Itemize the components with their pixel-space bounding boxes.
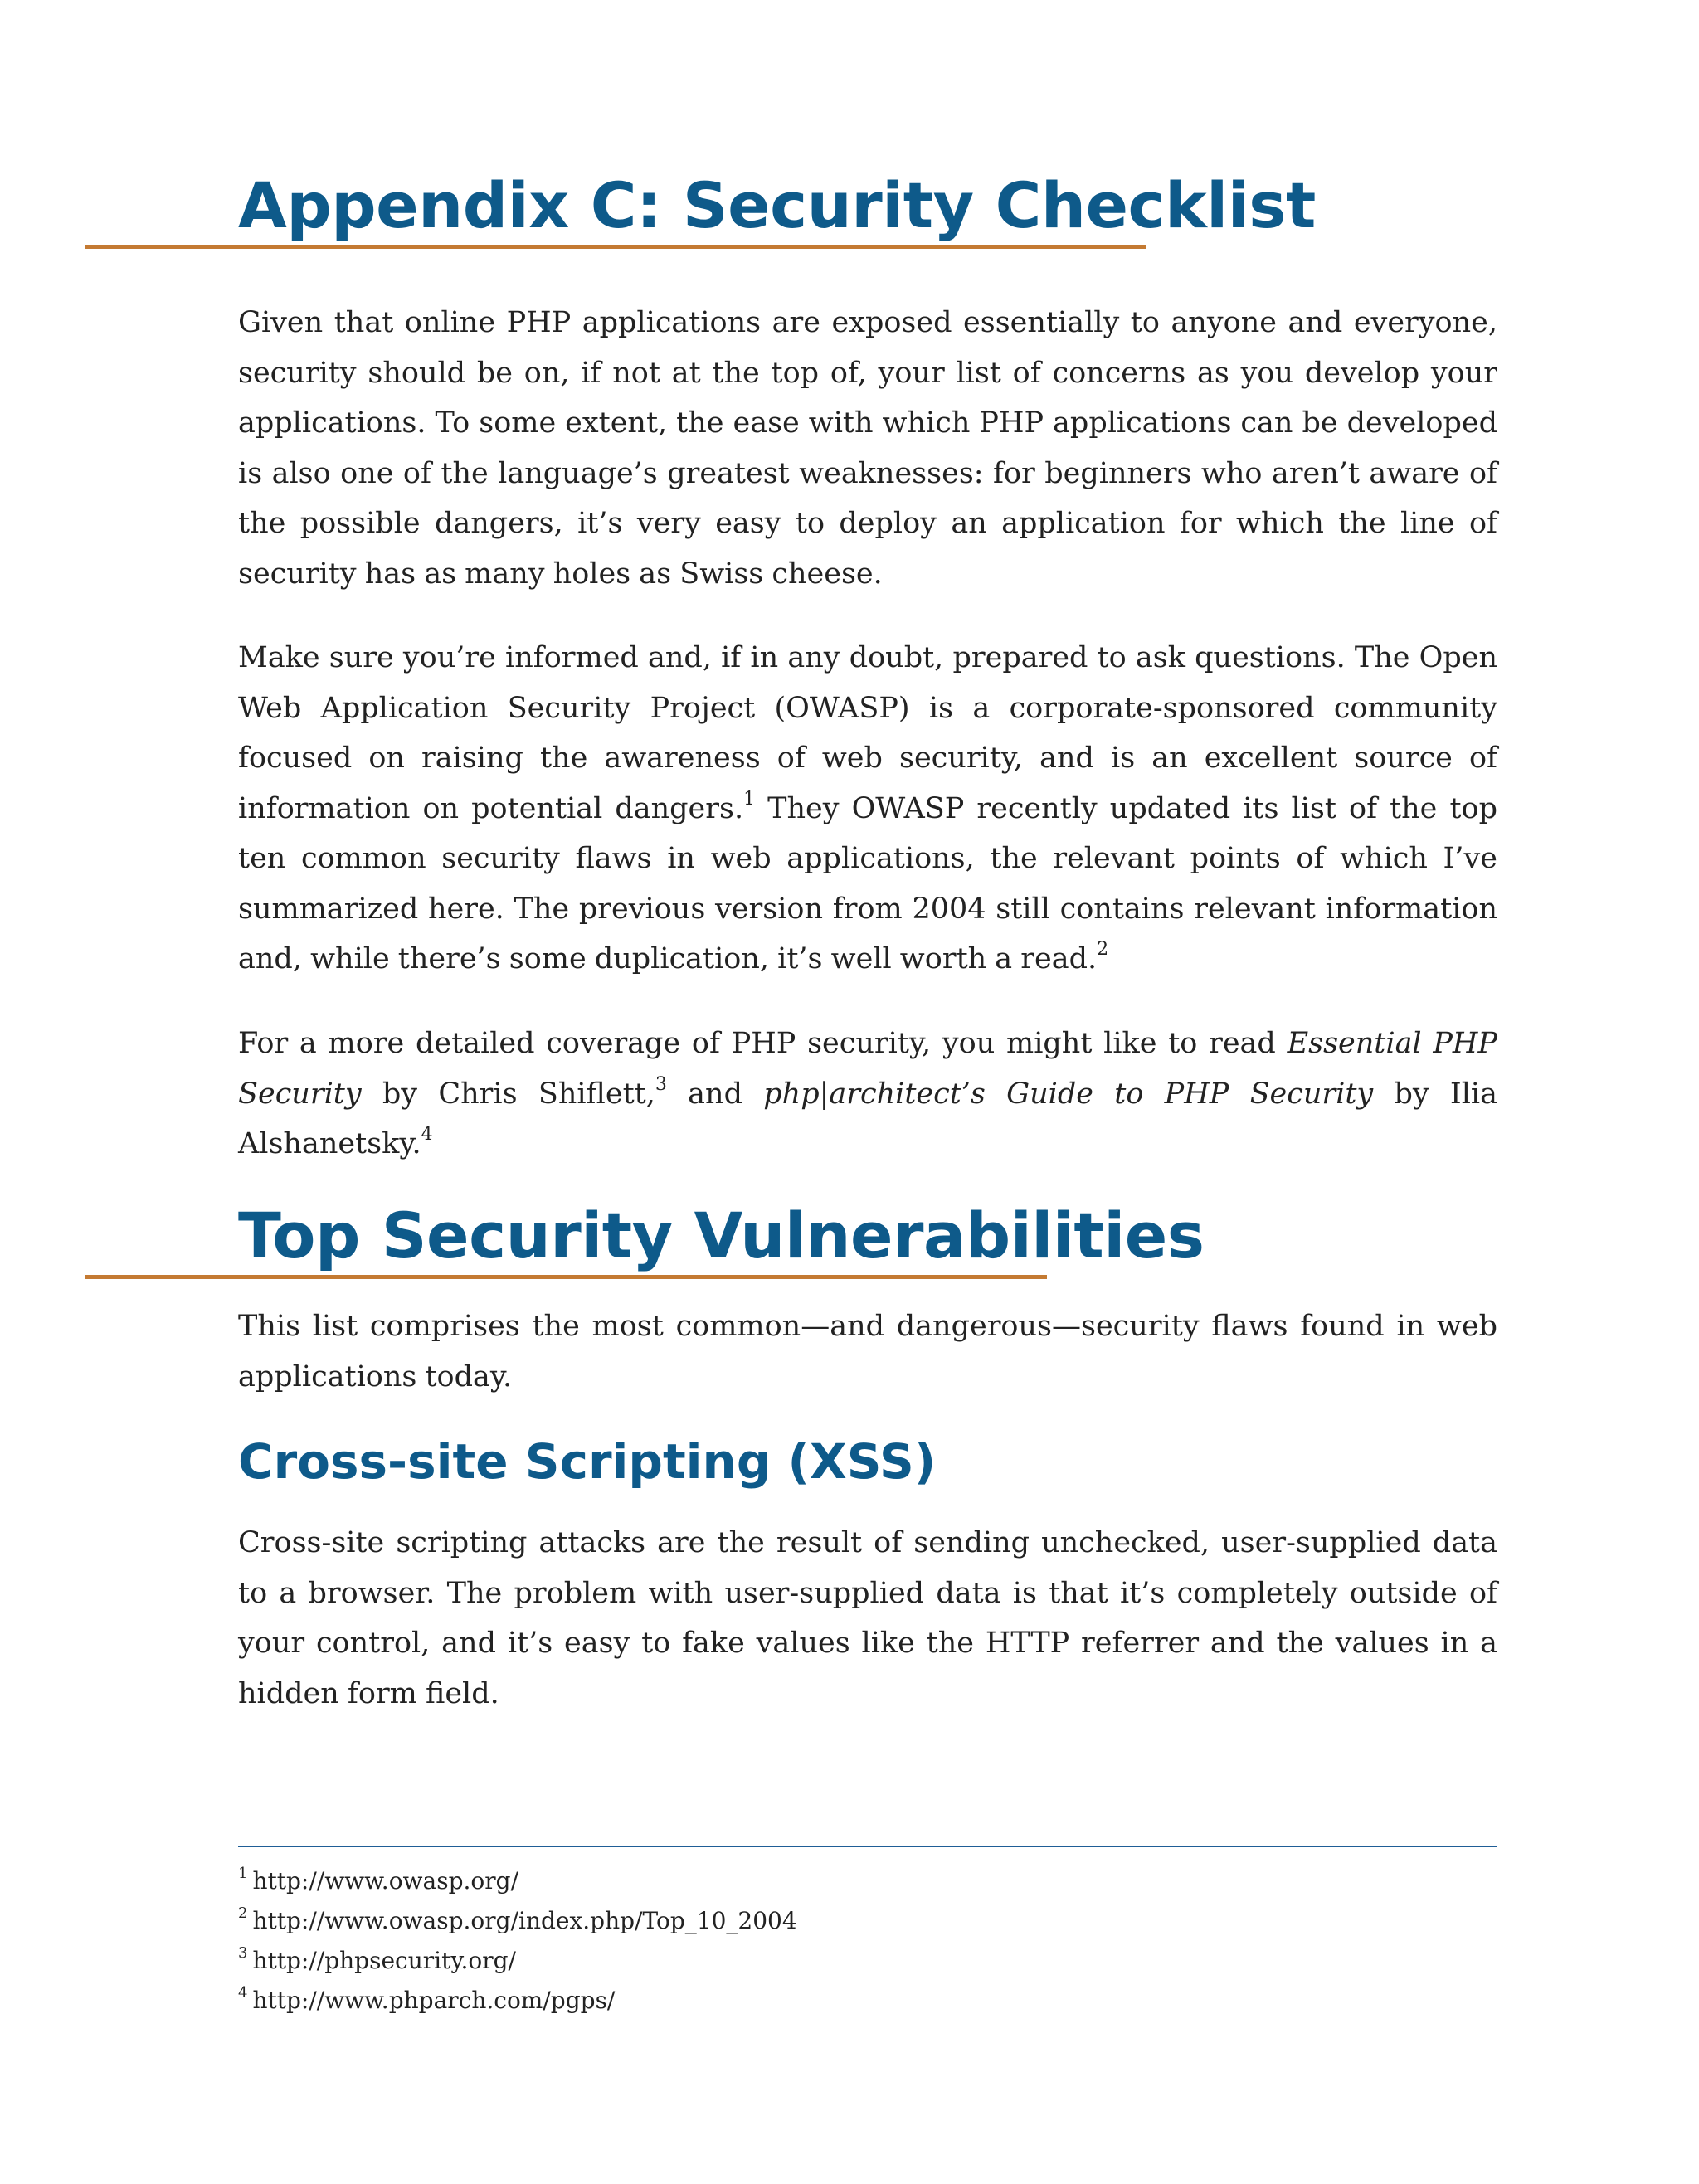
intro-paragraph-1: Given that online PHP applications are exposed essentially to anyone and everyone, security should be on, if not at the top of, your list of concerns as you develop your applications. To some extent, the ease with which PHP applications can be developed is also one of the language’s greatest weaknesses: for beginners who aren’t aware of the possible dangers, it’s very easy to deploy an application for which the line of security has as many holes as Swiss cheese. bbox=[238, 306, 1497, 591]
footnote-link[interactable]: http://phpsecurity.org/ bbox=[252, 1947, 516, 1974]
footnote-item bbox=[238, 1981, 1497, 2021]
footnote-divider bbox=[238, 1846, 1497, 1847]
footnotes bbox=[238, 1861, 1497, 2021]
intro-paragraph-3 bbox=[238, 1019, 1497, 1170]
book-title-essential-php-security: Essential PHP Security bbox=[238, 1027, 1497, 1111]
chapter-title: Appendix C: Security Checklist bbox=[238, 168, 1316, 242]
footnote-link[interactable]: http://www.phparch.com/pgps/ bbox=[252, 1987, 616, 2014]
paragraph-text: by Chris Shiflett, bbox=[361, 1077, 655, 1111]
footnote-number: 1 bbox=[238, 1865, 248, 1882]
footnote-ref-1[interactable]: 1 bbox=[743, 788, 756, 810]
footnote-link[interactable]: http://www.owasp.org/ bbox=[252, 1867, 519, 1895]
paragraph-text: Make sure you’re informed and, if in any doubt, prepared to ask questions. The Open Web Application Security Project (OWASP) is a corporate-sponsored community focused on raising the awareness of web security, and is an excellent source of information on potential dangers. bbox=[238, 641, 1497, 825]
footnote-link[interactable]: http://www.owasp.org/index.php/Top_10_2004 bbox=[252, 1907, 797, 1934]
paragraph-text: For a more detailed coverage of PHP security, you might like to read bbox=[238, 1027, 1288, 1060]
footnote-ref-2[interactable]: 2 bbox=[1097, 939, 1109, 960]
footnote-ref-4[interactable]: 4 bbox=[421, 1124, 433, 1145]
footnote-number: 3 bbox=[238, 1944, 248, 1962]
paragraph-text: and bbox=[666, 1077, 764, 1111]
section-title-underline bbox=[85, 1275, 1047, 1279]
chapter-title-underline bbox=[85, 245, 1146, 249]
section-intro-paragraph: This list comprises the most common—and dangerous—security flaws found in web applications today. bbox=[238, 1310, 1497, 1394]
section-title: Top Security Vulnerabilities bbox=[238, 1199, 1205, 1272]
subsection-paragraph: Cross-site scripting attacks are the result of sending unchecked, user-supplied data to a browser. The problem with user-supplied data is that it’s completely outside of your control, and it’s easy to fake values like the HTTP referrer and the values in a hidden form field. bbox=[238, 1526, 1497, 1710]
intro-paragraph-2 bbox=[238, 633, 1497, 985]
subsection-title: Cross-site Scripting (XSS) bbox=[238, 1433, 937, 1490]
paragraph-text: They OWASP recently updated its list of the top ten common security flaws in web applications, the relevant points of which I’ve summarized here. The previous version from 2004 still contains relevant information and, while there’s some duplication, it’s well worth a read. bbox=[238, 791, 1498, 975]
footnote-item bbox=[238, 1941, 1497, 1981]
footnote-item bbox=[238, 1861, 1497, 1901]
footnote-number: 4 bbox=[238, 1984, 248, 2002]
paragraph-text: by Ilia Alshanetsky. bbox=[238, 1077, 1497, 1160]
book-title-phparch-guide: php|architect’s Guide to PHP Security bbox=[763, 1077, 1374, 1111]
footnote-number: 2 bbox=[238, 1904, 248, 1922]
footnote-item bbox=[238, 1901, 1497, 1941]
footnote-ref-3[interactable]: 3 bbox=[655, 1073, 667, 1095]
